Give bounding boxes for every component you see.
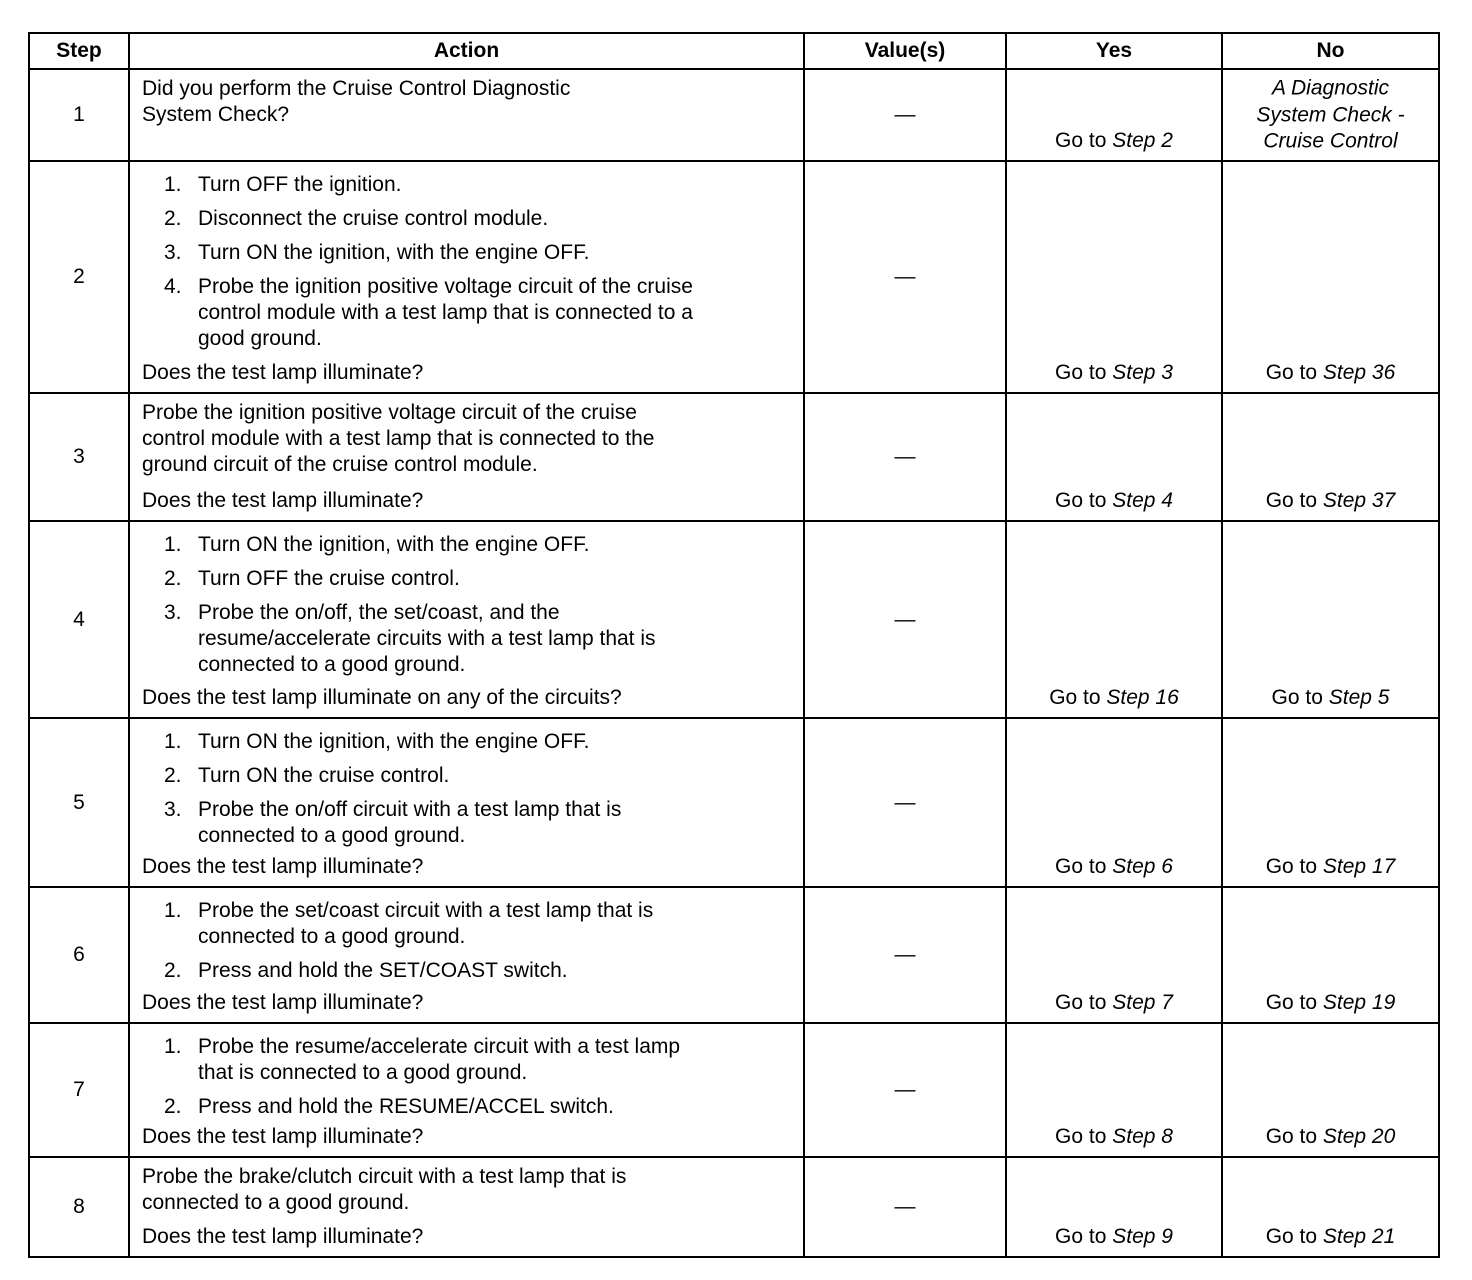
item-text: Probe the resume/accelerate circuit with a test lamp that is connected to a good ground. — [198, 1035, 681, 1084]
item-number-text: 1. — [164, 533, 182, 556]
action-list-item — [142, 274, 791, 352]
action-list-item — [142, 1094, 791, 1120]
item-text: Turn OFF the cruise control. — [198, 567, 460, 590]
no-cell — [1222, 69, 1439, 161]
diagnostic-table — [28, 32, 1440, 1258]
step-number: 7 — [29, 1023, 129, 1157]
action-intro: Probe the ignition positive voltage circuit of the cruise control module with a test lamp that is connected to the ground circuit of the cruise control module. — [142, 401, 655, 476]
yes-target: Step 8 — [1112, 1125, 1173, 1148]
yes-cell — [1006, 1157, 1222, 1257]
header-value: Value(s) — [804, 33, 1006, 69]
item-number — [142, 532, 198, 558]
item-number — [142, 172, 198, 198]
item-text: Probe the on/off circuit with a test lamp that is connected to a good ground. — [198, 798, 622, 847]
yes-prefix: Go to — [1055, 1125, 1113, 1148]
yes-prefix: Go to — [1055, 855, 1113, 878]
no-cell — [1222, 1157, 1439, 1257]
value-cell: — — [804, 161, 1006, 393]
item-text: Probe the ignition positive voltage circuit of the cruise control module with a test lamp that is connected to a good ground. — [198, 275, 693, 350]
no-target: Step 36 — [1322, 361, 1396, 384]
item-number-text: 2. — [164, 207, 182, 230]
action-list-item — [142, 566, 791, 592]
no-target: Step 21 — [1322, 1225, 1396, 1248]
no-prefix: Go to — [1265, 361, 1323, 384]
action-content — [130, 1024, 803, 1156]
yes-cell — [1006, 393, 1222, 521]
action-list-item — [142, 172, 791, 198]
item-number-text: 2. — [164, 1095, 182, 1118]
no-prefix: Go to — [1265, 991, 1323, 1014]
yes-target: Step 9 — [1112, 1225, 1173, 1248]
step-number: 6 — [29, 887, 129, 1023]
yes-prefix: Go to — [1055, 361, 1113, 384]
item-number — [142, 763, 198, 789]
table-row — [29, 1157, 1439, 1257]
value-cell: — — [804, 69, 1006, 161]
no-cell — [1222, 887, 1439, 1023]
item-text: Probe the on/off, the set/coast, and the resume/accelerate circuits with a test lamp that is connected to a good ground. — [198, 601, 656, 676]
no-cell — [1222, 1023, 1439, 1157]
item-text: Turn OFF the ignition. — [198, 173, 402, 196]
yes-target: Step 2 — [1112, 129, 1173, 152]
item-number-text: 1. — [164, 1035, 182, 1058]
action-question: Does the test lamp illuminate? — [142, 361, 424, 384]
action-cell — [129, 718, 804, 887]
action-content — [130, 888, 803, 1022]
yes-prefix: Go to — [1055, 991, 1113, 1014]
yes-cell — [1006, 887, 1222, 1023]
action-cell — [129, 393, 804, 521]
step-number: 8 — [29, 1157, 129, 1257]
step-number: 4 — [29, 521, 129, 718]
item-number — [142, 600, 198, 678]
action-list-item — [142, 797, 791, 849]
action-list-item — [142, 958, 791, 984]
step-number: 2 — [29, 161, 129, 393]
header-row — [29, 33, 1439, 69]
item-text: Press and hold the RESUME/ACCEL switch. — [198, 1095, 614, 1118]
item-number — [142, 958, 198, 984]
value-cell: — — [804, 887, 1006, 1023]
item-number-text: 3. — [164, 798, 182, 821]
action-cell — [129, 887, 804, 1023]
yes-target: Step 4 — [1112, 489, 1173, 512]
table-row — [29, 393, 1439, 521]
action-intro: Did you perform the Cruise Control Diagnostic System Check? — [142, 77, 571, 126]
action-cell — [129, 161, 804, 393]
yes-prefix: Go to — [1049, 686, 1107, 709]
item-number — [142, 274, 198, 352]
no-target: Step 5 — [1328, 686, 1390, 709]
value-cell: — — [804, 1157, 1006, 1257]
no-target: Step 17 — [1322, 855, 1396, 878]
no-prefix: Go to — [1265, 1125, 1323, 1148]
no-cell — [1222, 718, 1439, 887]
table-row — [29, 718, 1439, 887]
step-number: 5 — [29, 718, 129, 887]
action-list-item — [142, 206, 791, 232]
action-cell — [129, 521, 804, 718]
no-prefix: Go to — [1271, 686, 1329, 709]
item-number — [142, 1034, 198, 1086]
item-number — [142, 729, 198, 755]
step-number: 1 — [29, 69, 129, 161]
item-number-text: 4. — [164, 275, 182, 298]
action-content — [130, 394, 803, 520]
yes-cell — [1006, 161, 1222, 393]
yes-target: Step 7 — [1112, 991, 1173, 1014]
no-cell — [1222, 521, 1439, 718]
action-list-item — [142, 600, 791, 678]
table-row — [29, 161, 1439, 393]
no-cell — [1222, 393, 1439, 521]
table-row — [29, 521, 1439, 718]
action-content — [130, 719, 803, 886]
header-no: No — [1222, 33, 1439, 69]
item-number — [142, 797, 198, 849]
item-number-text: 2. — [164, 764, 182, 787]
no-target: Step 20 — [1322, 1125, 1396, 1148]
yes-prefix: Go to — [1055, 1225, 1113, 1248]
yes-prefix: Go to — [1055, 129, 1113, 152]
action-question: Does the test lamp illuminate on any of the circuits? — [142, 686, 622, 709]
item-number-text: 3. — [164, 601, 182, 624]
item-text: Press and hold the SET/COAST switch. — [198, 959, 568, 982]
action-question: Does the test lamp illuminate? — [142, 489, 424, 512]
yes-target: Step 6 — [1112, 855, 1173, 878]
item-number-text: 3. — [164, 241, 182, 264]
item-number — [142, 898, 198, 950]
action-cell — [129, 1023, 804, 1157]
header-action: Action — [129, 33, 804, 69]
yes-cell — [1006, 521, 1222, 718]
item-number-text: 1. — [164, 730, 182, 753]
action-content — [130, 162, 803, 392]
item-text: Disconnect the cruise control module. — [198, 207, 549, 230]
no-cell — [1222, 161, 1439, 393]
action-question: Does the test lamp illuminate? — [142, 855, 424, 878]
action-list-item — [142, 763, 791, 789]
action-question: Does the test lamp illuminate? — [142, 991, 424, 1014]
action-cell — [129, 69, 804, 161]
yes-cell — [1006, 718, 1222, 887]
table-row — [29, 69, 1439, 161]
item-number — [142, 1094, 198, 1120]
item-text: Turn ON the ignition, with the engine OFF. — [198, 533, 590, 556]
action-cell — [129, 1157, 804, 1257]
yes-cell — [1006, 69, 1222, 161]
no-prefix: Go to — [1265, 855, 1323, 878]
item-text: Turn ON the ignition, with the engine OFF. — [198, 241, 590, 264]
action-content — [130, 1158, 803, 1256]
yes-target: Step 16 — [1106, 686, 1179, 709]
no-target: Step 19 — [1322, 991, 1396, 1014]
action-list-item — [142, 240, 791, 266]
action-question: Does the test lamp illuminate? — [142, 1225, 424, 1248]
action-content — [130, 70, 803, 160]
item-number-text: 2. — [164, 959, 182, 982]
action-list-item — [142, 532, 791, 558]
action-intro: Probe the brake/clutch circuit with a test lamp that is connected to a good ground. — [142, 1165, 627, 1214]
table-row — [29, 887, 1439, 1023]
action-list-item — [142, 1034, 791, 1086]
value-cell: — — [804, 1023, 1006, 1157]
item-text: Turn ON the cruise control. — [198, 764, 450, 787]
step-number: 3 — [29, 393, 129, 521]
yes-prefix: Go to — [1055, 489, 1113, 512]
no-target: Step 37 — [1322, 489, 1396, 512]
no-prefix: Go to — [1265, 1225, 1323, 1248]
item-number-text: 2. — [164, 567, 182, 590]
yes-cell — [1006, 1023, 1222, 1157]
header-yes: Yes — [1006, 33, 1222, 69]
value-cell: — — [804, 521, 1006, 718]
action-question: Does the test lamp illuminate? — [142, 1125, 424, 1148]
item-number — [142, 240, 198, 266]
yes-target: Step 3 — [1112, 361, 1173, 384]
item-number — [142, 206, 198, 232]
item-number — [142, 566, 198, 592]
header-step: Step — [29, 33, 129, 69]
item-number-text: 1. — [164, 899, 182, 922]
value-cell: — — [804, 718, 1006, 887]
item-text: Probe the set/coast circuit with a test lamp that is connected to a good ground. — [198, 899, 654, 948]
no-text: A Diagnostic System Check - Cruise Control — [1256, 76, 1405, 153]
action-list-item — [142, 898, 791, 950]
item-text: Turn ON the ignition, with the engine OFF. — [198, 730, 590, 753]
no-prefix: Go to — [1265, 489, 1323, 512]
action-list-item — [142, 729, 791, 755]
value-cell: — — [804, 393, 1006, 521]
table-row — [29, 1023, 1439, 1157]
action-content — [130, 522, 803, 717]
item-number-text: 1. — [164, 173, 182, 196]
